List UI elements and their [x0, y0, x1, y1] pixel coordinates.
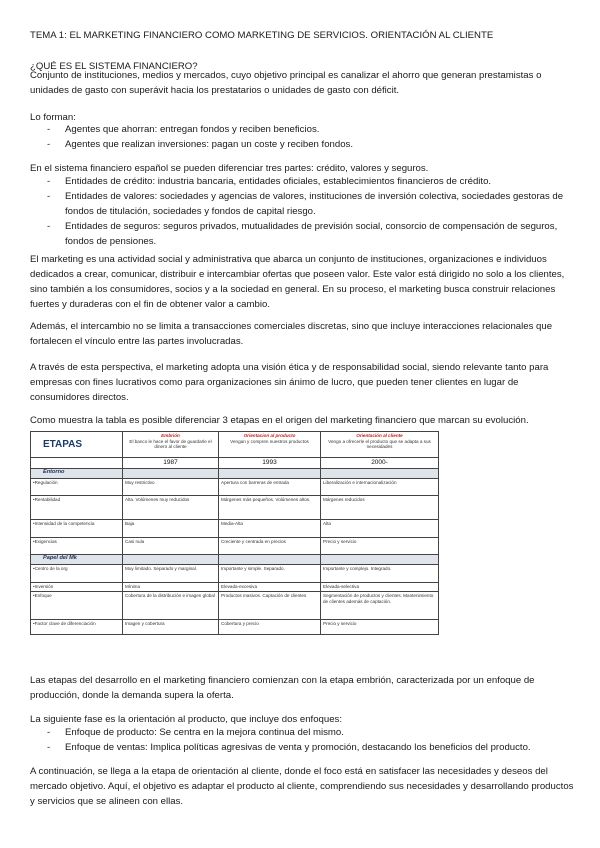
- year-cell: 2000-: [321, 458, 439, 469]
- table-cell: Media-Alta: [219, 520, 321, 538]
- row-label: •Enfoque: [31, 592, 123, 620]
- table-cell: Muy limitado. Separado y marginal.: [123, 565, 219, 583]
- table-cell: Baja: [123, 520, 219, 538]
- table-cell: Alta. Volúmenes muy reducidos: [123, 496, 219, 520]
- table-cell: Elevada-excesiva: [219, 583, 321, 592]
- table-row: [31, 583, 439, 592]
- entities-list: [30, 174, 575, 249]
- table-cell: Casi nula: [123, 538, 219, 555]
- table-row: [31, 479, 439, 496]
- year-cell: 1993: [219, 458, 321, 469]
- table-cell: Elevada-selectiva: [321, 583, 439, 592]
- table-cell: Segmentación de productos y clientes. Mantenimiento de clientes además de captación.: [321, 592, 439, 620]
- table-row: [31, 592, 439, 620]
- etapas-table: [30, 431, 439, 635]
- etapas-paragraph: Las etapas del desarrollo en el marketing financiero comienzan con la etapa embrión, caracterizada por un enfoque de producción, donde la demanda supera la oferta.: [30, 675, 535, 701]
- table-row: [31, 620, 439, 635]
- section-heading: ¿QUÉ ES EL SISTEMA FINANCIERO?: [30, 61, 198, 72]
- lo-forman-label: Lo forman:: [30, 112, 76, 123]
- table-row: [31, 520, 439, 538]
- list-item: - Agentes que ahorran: entregan fondos y reciben beneficios.: [30, 122, 575, 137]
- column-header: Orientación al cliente Vengo a ofrecerle el producto que se adapta a sus necesidades: [321, 432, 439, 458]
- table-row: [31, 496, 439, 520]
- table-row: [31, 538, 439, 555]
- column-header: Embrión El banco le hace el favor de guardarle el dinero al cliente: [123, 432, 219, 458]
- table-cell: Mínima: [123, 583, 219, 592]
- table-cell: Márgenes más pequeños. Volúmenes altos.: [219, 496, 321, 520]
- table-header-row: [31, 432, 439, 458]
- list-item: - Enfoque de ventas: Implica políticas agresivas de venta y promoción, destacando los beneficios del producto.: [30, 740, 575, 755]
- siguiente-paragraph: La siguiente fase es la orientación al producto, que incluye dos enfoques:: [30, 714, 343, 725]
- etapas-table-image: [30, 431, 440, 652]
- table-cell: Precio y servicio: [321, 620, 439, 635]
- table-intro: Como muestra la tabla es posible diferenciar 3 etapas en el origen del marketing financiero que marcan su evolución.: [30, 415, 529, 426]
- vision-paragraph: A través de esta perspectiva, el marketing adopta una visión ética y de responsabilidad social, siendo relevante tanto para empresas con fines lucrativos como para organizaciones sin ánimo de lucro, que pueden tener clientes en lugar de consumidores directos.: [30, 362, 549, 403]
- table-cell: Creciente y centrada en precios: [219, 538, 321, 555]
- table-cell: Productos masivos. Captación de clientes: [219, 592, 321, 620]
- list-item: - Entidades de crédito: industria bancaria, entidades oficiales, establecimientos financieros de crédito.: [30, 174, 575, 189]
- table-cell: Imagen y cobertura: [123, 620, 219, 635]
- intercambio-paragraph: Además, el intercambio no se limita a transacciones comerciales discretas, sino que incluye interacciones relacionales que fortalecen el vínculo entre las partes involucradas.: [30, 321, 553, 347]
- marketing-definition-paragraph: El marketing es una actividad social y administrativa que abarca un conjunto de instituciones, organizaciones e individuos dedicados a crear, comunicar, distribuir e intercambiar ofertas que poseen valor. Este valor está dirigido no solo a los clientes, sino también a los consumidores, socios y a la sociedad en general. En su proceso, el marketing busca construir relaciones fuertes y duraderas con el fin de obtener valor a cambio.: [30, 254, 565, 310]
- table-cell: Precio y servicio: [321, 538, 439, 555]
- section-label: Entorno: [31, 469, 123, 479]
- agents-list: [30, 122, 575, 152]
- list-item: - Entidades de valores: sociedades y agencias de valores, instituciones de inversión colectiva, sociedades gestoras de fondos de titulación, sociedades y fondos de capital riesgo.: [30, 189, 575, 219]
- list-item: - Entidades de seguros: seguros privados, mutualidades de previsión social, consorcio de compensación de seguros, fondos de pensiones.: [30, 219, 575, 249]
- row-label: •Intensidad de la competencia: [31, 520, 123, 538]
- column-header: Orientacion al producto Vengan y compren nuestros productos: [219, 432, 321, 458]
- row-label: •Inversión: [31, 583, 123, 592]
- table-cell: Liberalización e internacionalización: [321, 479, 439, 496]
- row-label: •Rentabilidad: [31, 496, 123, 520]
- enfoques-list: [30, 725, 575, 755]
- table-cell: Márgenes reducidos: [321, 496, 439, 520]
- table-cell: Alta: [321, 520, 439, 538]
- year-row: [31, 458, 439, 469]
- section-row: [31, 555, 439, 565]
- table-cell: Importante y complejo. Integrado.: [321, 565, 439, 583]
- year-cell: 1987: [123, 458, 219, 469]
- row-label: •Centro de la org: [31, 565, 123, 583]
- table-cell: Apertura con barreras de entrada: [219, 479, 321, 496]
- partes-intro: En el sistema financiero español se pueden diferenciar tres partes: crédito, valores y seguros.: [30, 163, 429, 174]
- table-cell: Cobertura de la distribución e imagen global: [123, 592, 219, 620]
- definition-paragraph: Conjunto de instituciones, medios y mercados, cuyo objetivo principal es canalizar el ahorro que generan prestamistas o unidades de gasto con superávit hacia los prestatarios o unidades de gasto con déficit.: [30, 70, 542, 96]
- table-row: [31, 565, 439, 583]
- list-item: - Agentes que realizan inversiones: pagan un coste y reciben fondos.: [30, 137, 575, 152]
- table-cell: Muy restrictivo: [123, 479, 219, 496]
- row-label: •Factor clave de diferenciación: [31, 620, 123, 635]
- row-label: •Exigencias: [31, 538, 123, 555]
- continuacion-paragraph: A continuación, se llega a la etapa de orientación al cliente, donde el foco está en satisfacer las necesidades y deseos del mercado objetivo. Aquí, el objetivo es adaptar el producto al cliente, comprendiendo sus necesidades y desarrollando productos y servicios que se alineen con ellas.: [30, 766, 574, 807]
- row-label: •Regulación: [31, 479, 123, 496]
- list-item: - Enfoque de producto: Se centra en la mejora continua del mismo.: [30, 725, 575, 740]
- table-corner: ETAPAS: [31, 432, 123, 458]
- section-label: Papel del Mk: [31, 555, 123, 565]
- section-row: [31, 469, 439, 479]
- table-cell: Cobertura y precio: [219, 620, 321, 635]
- document-title: TEMA 1: EL MARKETING FINANCIERO COMO MARKETING DE SERVICIOS. ORIENTACIÓN AL CLIENTE: [30, 30, 494, 41]
- table-cell: Importante y simple. Separado.: [219, 565, 321, 583]
